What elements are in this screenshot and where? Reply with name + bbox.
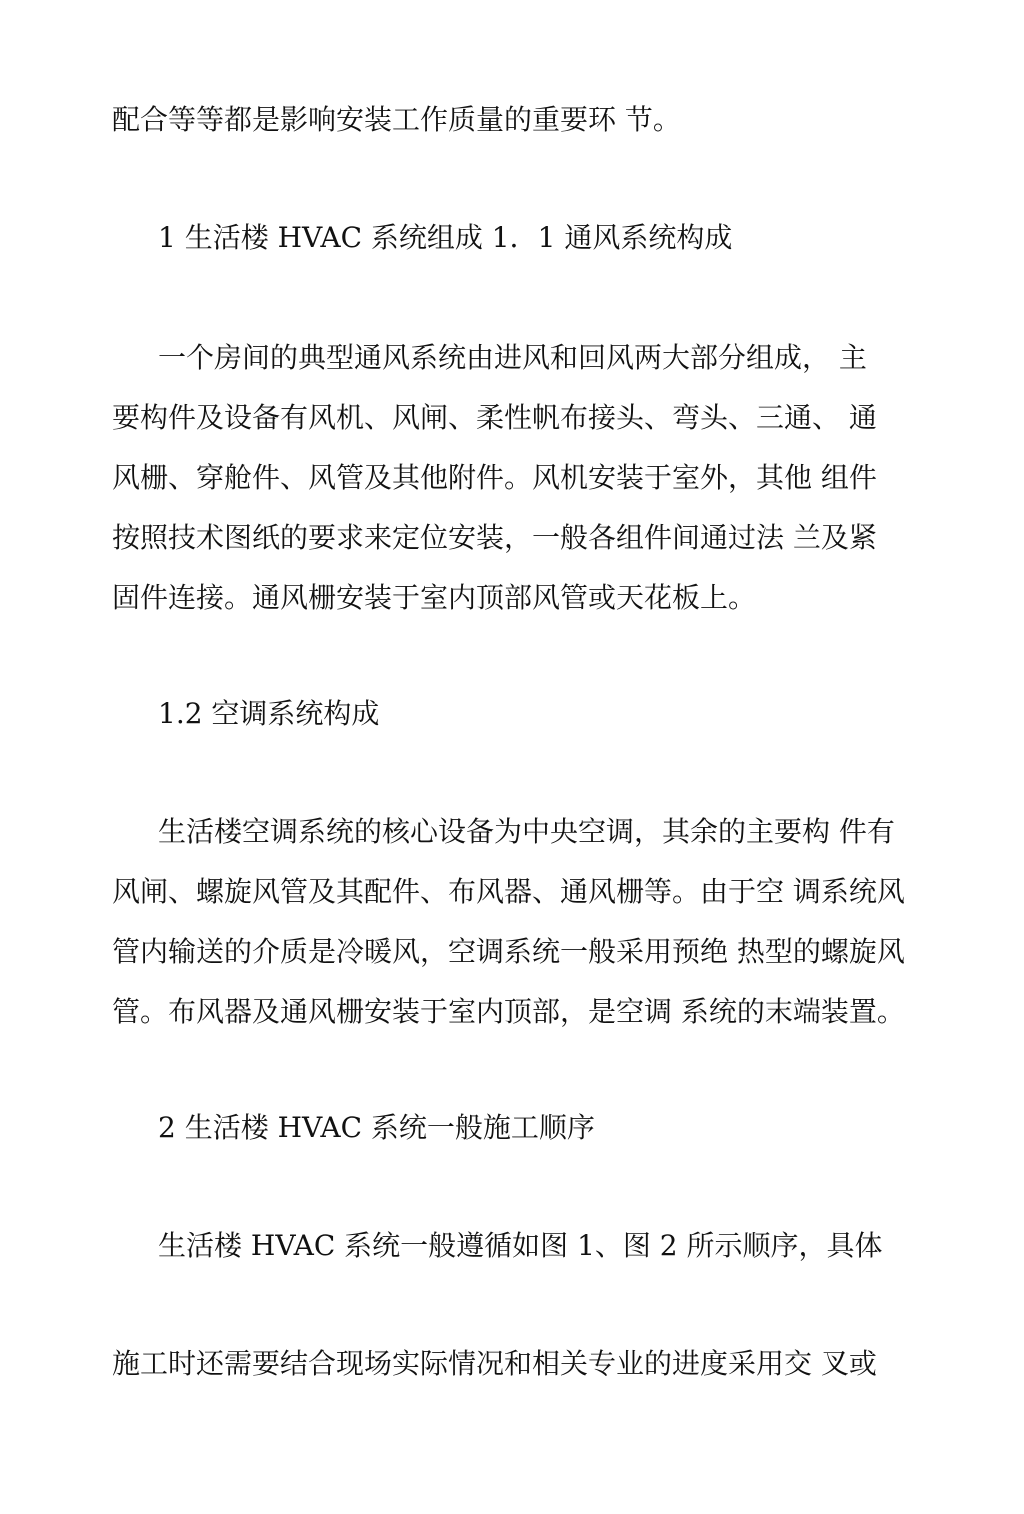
paragraph-line: 生活楼空调系统的核心设备为中央空调，其余的主要构 件有 [158, 815, 895, 848]
paragraph-line: 配合等等都是影响安装工作质量的重要环 节。 [112, 103, 681, 136]
section-heading-2: 2 生活楼 HVAC 系统一般施工顺序 [158, 1111, 595, 1144]
section-heading-1: 1 生活楼 HVAC 系统组成 1．1 通风系统构成 [158, 221, 733, 254]
paragraph-line: 固件连接。通风栅安装于室内顶部风管或天花板上。 [112, 581, 757, 614]
paragraph-line: 管。布风器及通风栅安装于室内顶部，是空调 系统的末端装置。 [112, 995, 905, 1028]
paragraph-line: 一个房间的典型通风系统由进风和回风两大部分组成， 主 [158, 341, 867, 374]
paragraph-line: 施工时还需要结合现场实际情况和相关专业的进度采用交 叉或 [112, 1347, 877, 1380]
paragraph-line: 按照技术图纸的要求来定位安装，一般各组件间通过法 兰及紧 [112, 521, 877, 554]
paragraph-line: 管内输送的介质是冷暖风，空调系统一般采用预绝 热型的螺旋风 [112, 935, 905, 968]
section-heading-1-2: 1.2 空调系统构成 [158, 697, 380, 730]
paragraph-line: 生活楼 HVAC 系统一般遵循如图 1、图 2 所示顺序，具体 [158, 1229, 883, 1262]
paragraph-line: 要构件及设备有风机、风闸、柔性帆布接头、弯头、三通、 通 [112, 401, 877, 434]
paragraph-line: 风闸、螺旋风管及其配件、布风器、通风栅等。由于空 调系统风 [112, 875, 905, 908]
paragraph-line: 风栅、穿舱件、风管及其他附件。风机安装于室外，其他 组件 [112, 461, 877, 494]
